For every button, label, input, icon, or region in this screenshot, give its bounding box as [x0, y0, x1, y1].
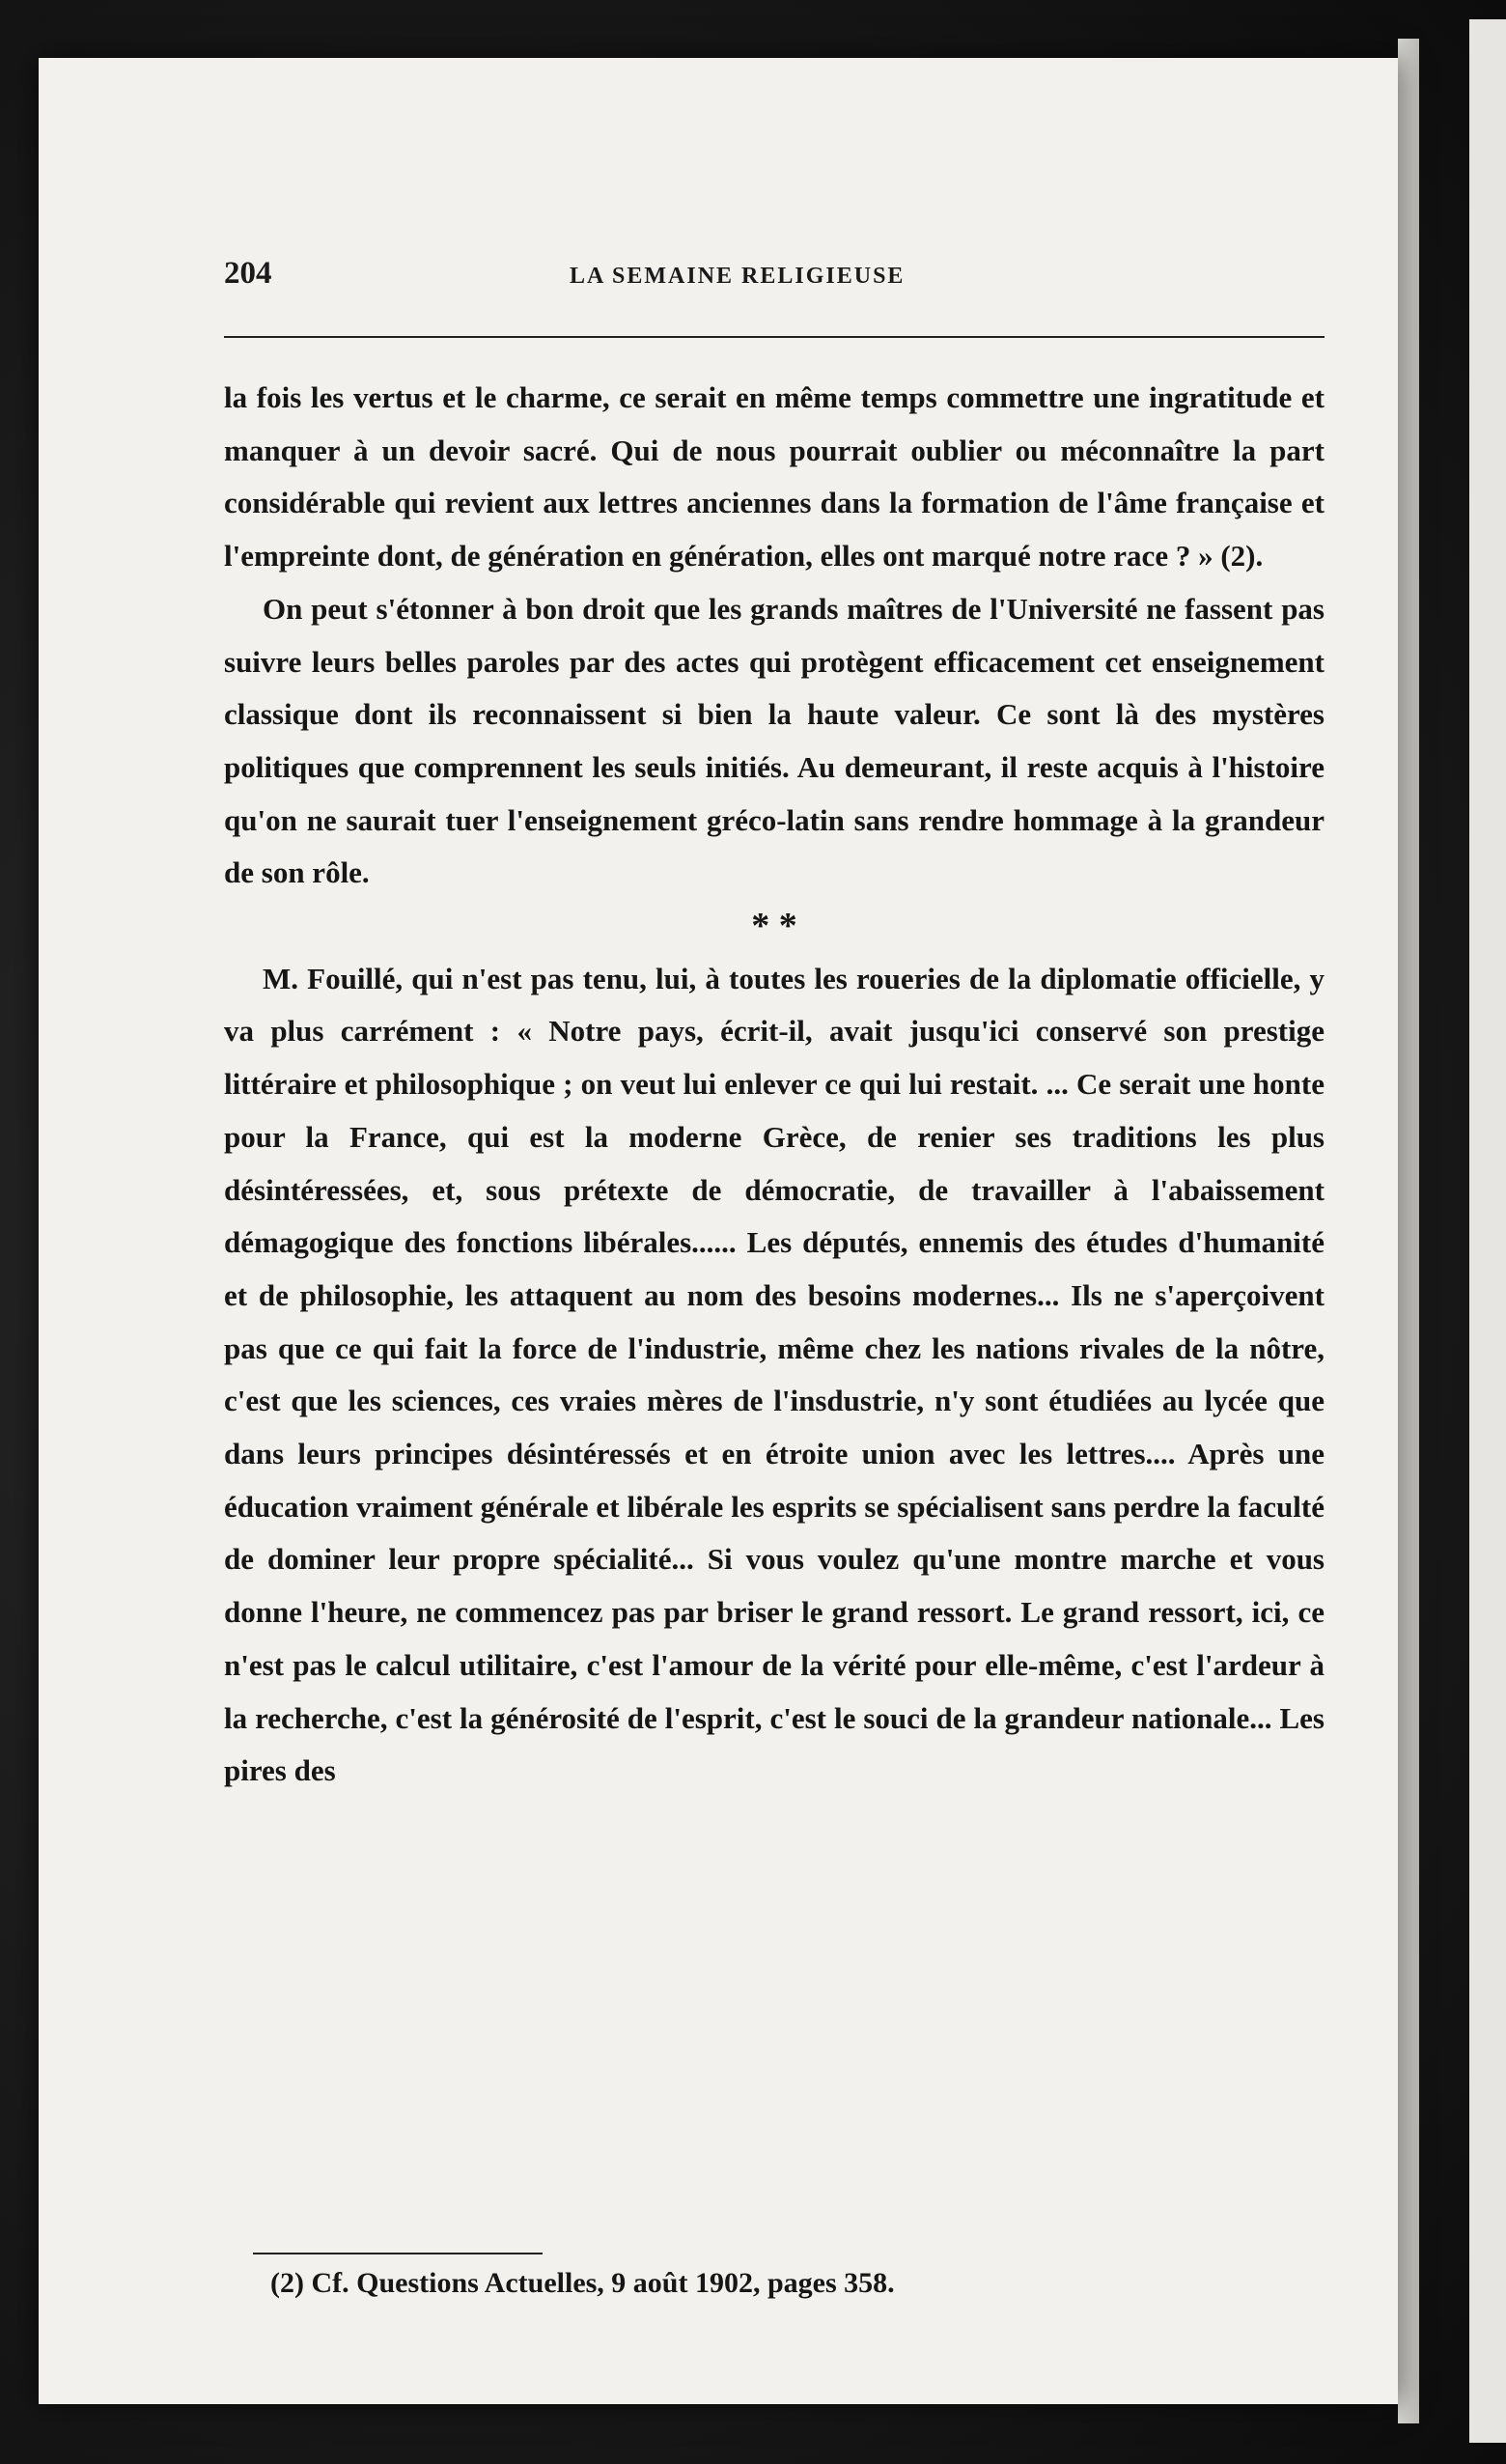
page-edge-shadow [1398, 39, 1419, 2423]
footnote-rule [253, 2253, 543, 2254]
running-title: LA SEMAINE RELIGIEUSE [570, 264, 906, 289]
paragraph: On peut s'étonner à bon droit que les grands maîtres de l'Université ne fassent pas suivre leurs belles paroles par des actes qui protègent efficacement cet enseignement classique dont ils reconnaissent si bien la haute valeur. Ce sont là des mystères politiques que comprennent les seuls initiés. Au demeurant, il reste acquis à l'histoire qu'on ne saurait tuer l'enseignement gréco-latin sans rendre hommage à la grandeur de son rôle. [224, 591, 1325, 890]
header-rule [224, 336, 1325, 338]
paragraph-quotation: M. Fouillé, qui n'est pas tenu, lui, à toutes les roueries de la diplomatie officielle, y va plus carrément : « Notre pays, écrit-il, avait jusqu'ici conservé son prestige littéraire et philosophique ; on veut lui enlever ce qui lui restait. ... Ce serait une honte pour la France, qui est la moderne Grèce, de renier ses traditions les plus désintéressées, et, sous prétexte de démocratie, de travailler à l'abaissement démagogique des fonctions libérales...... Les députés, ennemis des études d'humanité et de philosophie, les attaquent au nom des besoins modernes... Ils ne s'aperçoivent pas que ce qui fait la force de l'industrie, même chez les nations rivales de la nôtre, c'est que les sciences, ces vraies mères de l'insdustrie, n'y sont étudiées au lycée que dans leurs principes désintéressés et en étroite union avec les lettres.... Après une éducation vraiment générale et libérale les esprits se spécialisent sans perdre la faculté de dominer leur propre spécialité... Si vous voulez qu'une montre marche et vous donne l'heure, ne commencez pas par briser le grand ressort. Le grand ressort, ici, ce n'est pas le calcul utilitaire, c'est l'amour de la vérité pour elle-même, c'est l'ardeur à la recherche, c'est la générosité de l'esprit, c'est le souci de la grandeur nationale... Les pires des [224, 961, 1325, 1788]
adjacent-page-edge [1469, 19, 1506, 2443]
page-number: 204 [224, 256, 272, 291]
page-header [183, 256, 1332, 304]
section-asterism: * * [751, 906, 797, 947]
footnote: (2) Cf. Questions Actuelles, 9 août 1902, pages 358. [270, 2267, 895, 2299]
paragraph-continuation: la fois les vertus et le charme, ce serait en même temps commettre une ingratitude et manquer à un devoir sacré. Qui de nous pourrait oublier ou méconnaître la part considérable qui revient aux lettres anciennes dans la formation de l'âme française et l'empreinte dont, de génération en génération, elles ont marqué notre race ? » (2). [224, 380, 1325, 574]
main-text [224, 372, 1325, 1798]
